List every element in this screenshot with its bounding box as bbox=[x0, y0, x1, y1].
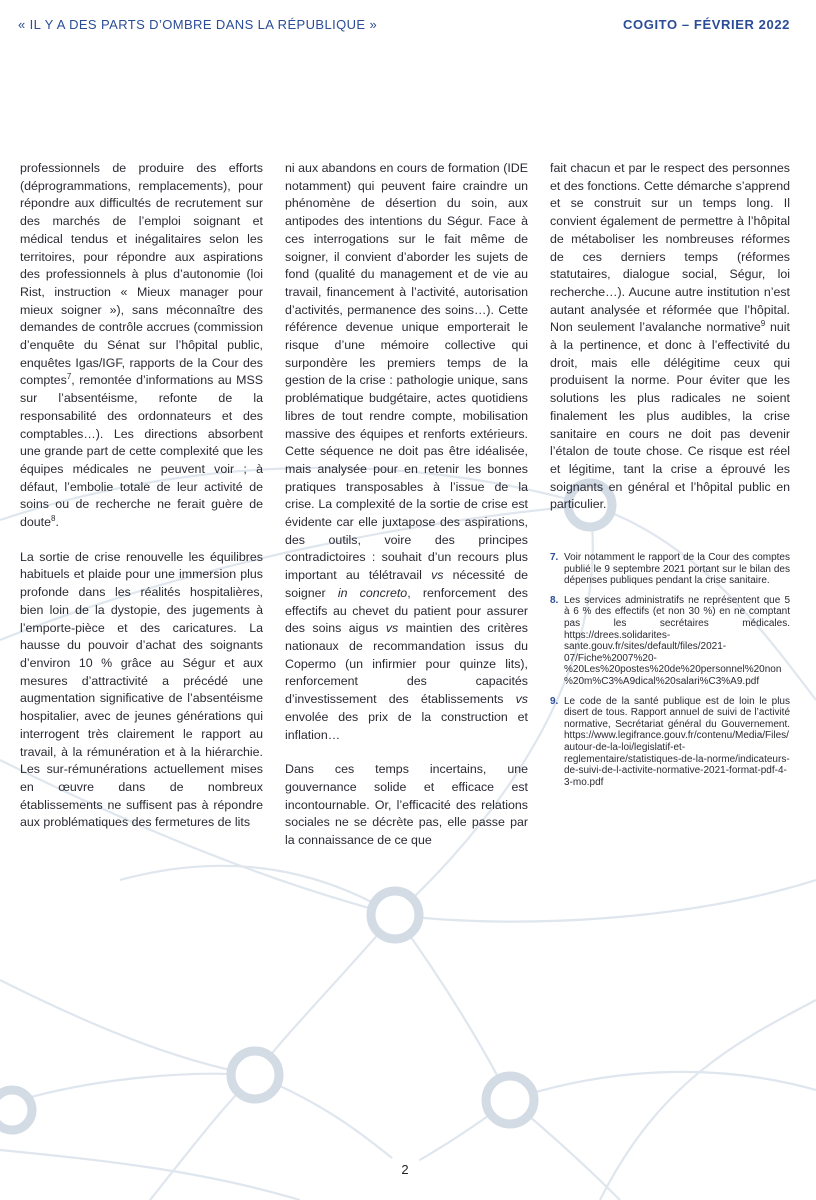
footnote-text: Voir notamment le rapport de la Cour des comptes publié le 9 septembre 2021 portant sur le bilan des dépenses publiques pendant la crise sanitaire. bbox=[564, 552, 790, 587]
footnote-8 bbox=[550, 595, 790, 688]
header-article-title: « IL Y A DES PARTS D’OMBRE DANS LA RÉPUBLIQUE » bbox=[18, 16, 378, 32]
footnote-ref-8[interactable]: 8 bbox=[51, 513, 56, 523]
running-header bbox=[18, 14, 790, 34]
footnote-number: 9. bbox=[550, 695, 559, 707]
paragraph: ni aux abandons en cours de formation (IDE notamment) qui peuvent faire craindre un phénomène de désertion du soin, aux antipodes des intentions du Ségur. Face à ces interrogations sur le fait même de soigner, il convient d’aborder les sujets de fond (qualité du management et de vie au travail, financement à l’activité, autorisation d’activités, permanence des soins…). Cette référence devenue unique emporterait le risque d’une mémoire collective qui surpondère les premiers temps de la gestion de la crise : pathologie unique, sans problématique budgétaire, actes quotidiens libres de tout rendre compte, mobilisation massive des équipes et renforts extérieurs. Cette séquence ne doit pas être idéalisée, mais analysée pour en retenir les bonnes pratiques transposables à l’issue de la crise. La complexité de la sortie de crise est évidente car elle juxtapose des aspirations, des outils, voire des principes contradictoires : souhait d’un recours plus important au télétravail vs nécessité de soigner in concreto, renforcement des effectifs au chevet du patient pour assurer des soins aigus vs maintien des critères nationaux de recommandation issus du Copermo (un infirmier pour quinze lits), renforcement des capacités d’investissement des établissements vs envolée des prix de la construction et inflation… bbox=[285, 161, 529, 742]
footnote-text[interactable]: Les services administratifs ne représentent que 5 à 6 % des effectifs (et non 30 %) en ne comptant pas les secrétaires médicales. https://drees.solidarites-sante.gouv.fr/sites/default/files/2021-07/Fiche%2007%20-%20Les%20postes%20de%20personnel%20non%20m%C3%A9dical%20salari%C3%A9.pdf bbox=[564, 594, 790, 687]
paragraph: professionnels de produire des efforts (déprogrammations, remplacements), pour répondre aux difficultés de recrutement sur des marchés de l’emploi soignant et médical tendus et inégalitaires selon les territoires, pour répondre aux aspirations des professionnels à plus d’autonomie (loi Rist, instruction « Mieux manager pour mieux soigner »), sans méconnaître des demandes de contrôle accrues (commission d’enquête du Sénat sur l’hôpital public, enquêtes Igas/IGF, rapports de la Cour des comptes$^7$, remontée d’informations au MSS sur l’absentéisme, refonte de la responsabilité des ordonnateurs et des comptables…). Les directions absorbent une grande part de cette complexité que les équipes médicales ne peuvent voir ; à défaut, l’embolie totale de leur activité de soins ou de recherche ne ferait guère de doute$^8$. bbox=[20, 161, 263, 530]
paragraph: fait chacun et par le respect des personnes et des fonctions. Cette démarche s’apprend et se construit sur un temps long. Il convient également de permettre à l’hôpital de métaboliser les nombreuses réformes de ces derniers temps (réformes statutaires, dialogue social, Ségur, loi recherche…). Aucune autre institution n’est autant analysée et réformée que l’hôpital. Non seulement l’avalanche normative$^9$ nuit à la pertinence, et donc à l’effectivité du droit, mais elle délégitime ceux qui produisent la norme. Pour éviter que les solutions les plus radicales ne soient finalement les plus audibles, la crise sanitaire en cours ne doit pas devenir l’étalon de toute chose. Ce risque est réel et légitime, tant la crise a éprouvé les soignants en général et l’hôpital public en particulier. bbox=[550, 161, 790, 512]
footnote-ref-7[interactable]: 7 bbox=[66, 372, 72, 382]
footnote-ref-9[interactable]: 9 bbox=[760, 319, 766, 329]
paragraph: Dans ces temps incertains, une gouvernance solide et efficace est incontournable. Or, l’efficacité des relations sociales ne se décrète pas, elle passe par la connaissance de ce que bbox=[285, 762, 528, 848]
footnotes bbox=[550, 552, 790, 796]
footnote-number: 8. bbox=[550, 594, 559, 606]
paragraph: La sortie de crise renouvelle les équilibres habituels et plaide pour une immersion plus profonde dans les réalités hospitalières, bien loin de la dystopie, des jugements à l’emporte-pièce et des caricatures. La hausse du pouvoir d’achat des soignants d’environ 10 % grâce au Ségur et aux mesures d’attractivité a précédé une augmentation significative de l’absentéisme hospitalier, avec de jeunes générations qui interrogent très clairement le rapport au travail, à la rémunération et à la hiérarchie. Les sur-rémunérations actuellement mises en œuvre dans de nombreux établissements ne suffisent pas à répondre aux problématiques des fermetures de lits bbox=[20, 549, 263, 830]
footnote-9 bbox=[550, 696, 790, 789]
footnote-7 bbox=[550, 552, 790, 587]
text-column-2 bbox=[285, 160, 528, 850]
footnote-text[interactable]: Le code de la santé publique est de loin le plus disert de tous. Rapport annuel de suivi de l’activité normative, Secrétariat général du Gouvernement. https://www.legifrance.gouv.fr/contenu/Media/Files/autour-de-la-loi/legislatif-et-reglementaire/statistiques-de-la-norme/indicateurs-de-suivi-de-l-activite-normative-2021-format-pdf-4-3-mo.pdf bbox=[564, 695, 790, 788]
footnote-number: 7. bbox=[550, 552, 559, 563]
header-publication-date: COGITO – FÉVRIER 2022 bbox=[623, 16, 790, 32]
page-number: 2 bbox=[388, 1152, 422, 1186]
text-column-1 bbox=[20, 160, 263, 832]
text-column-3 bbox=[550, 160, 790, 514]
